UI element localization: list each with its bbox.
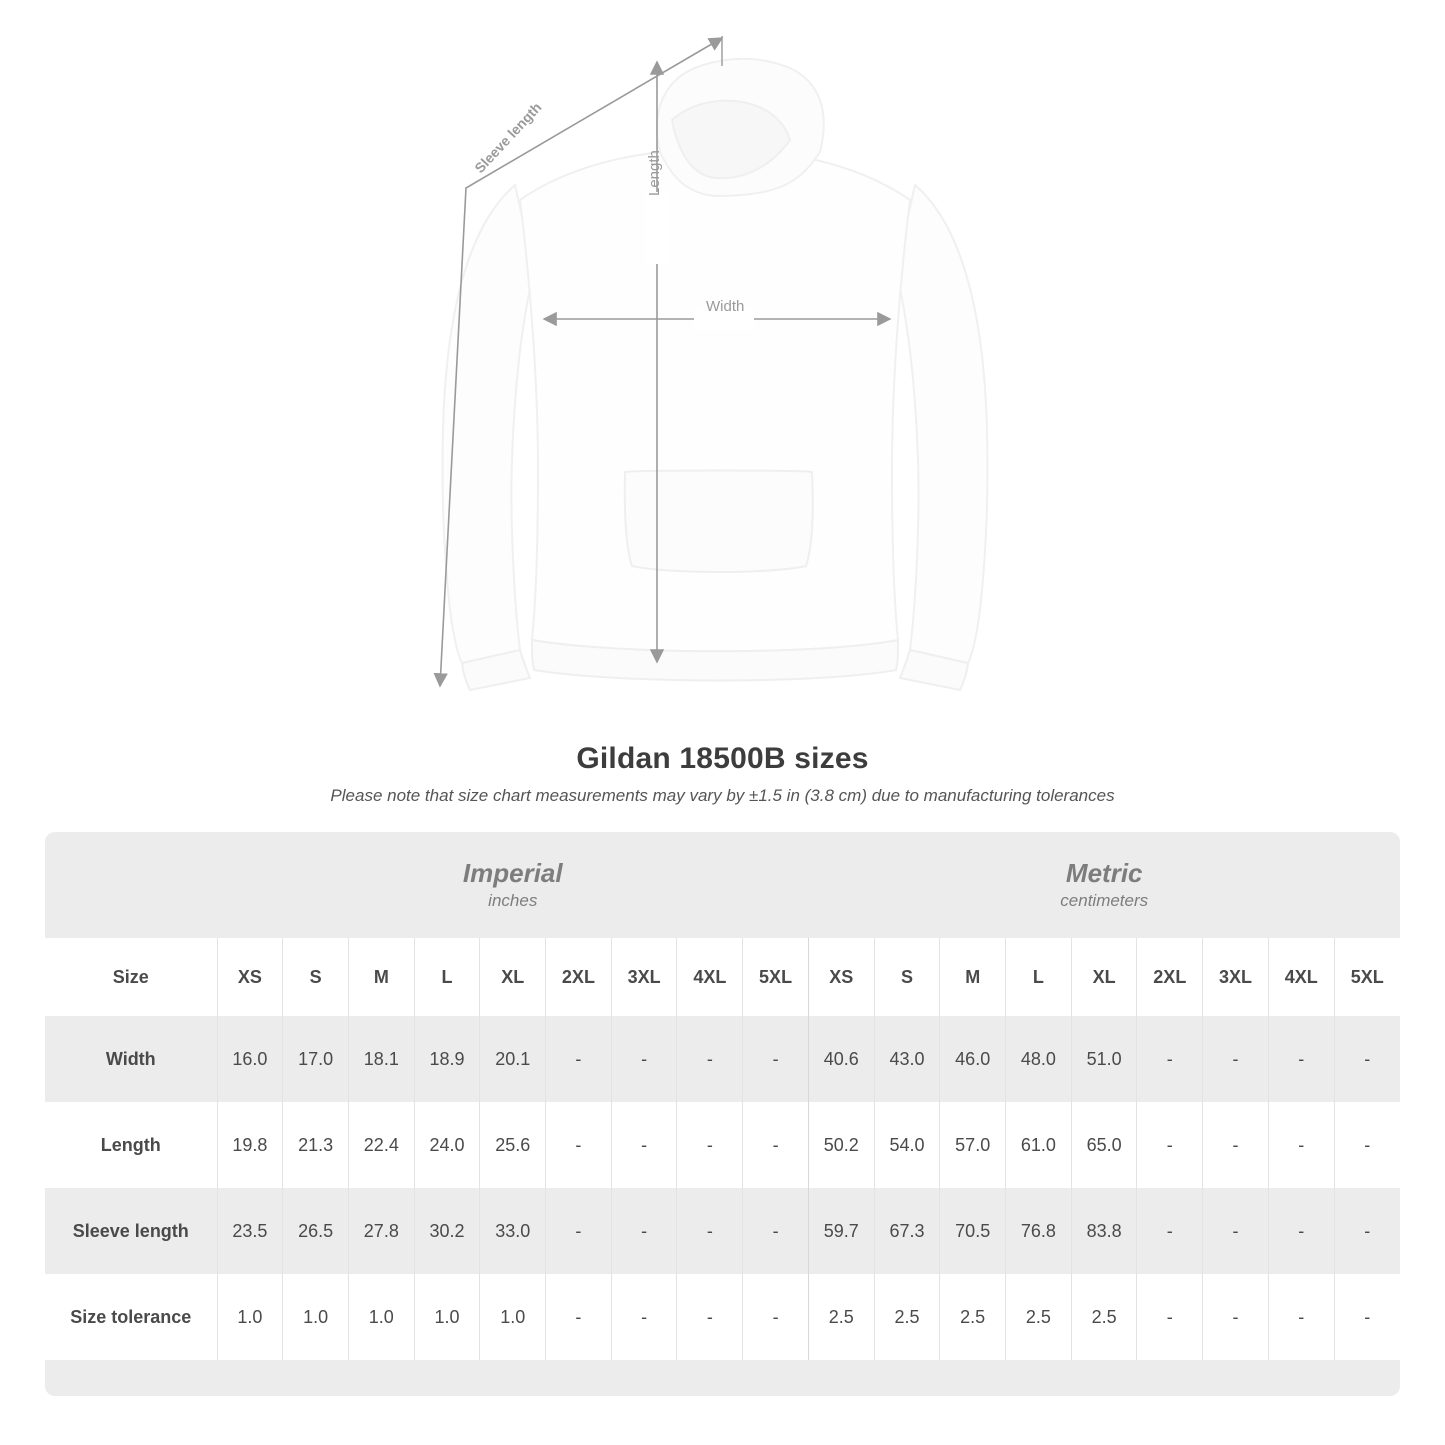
cell-width-imp-4xl: -	[677, 1016, 743, 1102]
title-block	[0, 742, 1445, 806]
cell-tolerance-imp-2xl: -	[546, 1274, 612, 1360]
cell-width-met-xl: 51.0	[1071, 1016, 1137, 1102]
cell-tolerance-imp-xl: 1.0	[480, 1274, 546, 1360]
cell-length-met-xs: 50.2	[808, 1102, 874, 1188]
cell-tolerance-met-xl: 2.5	[1071, 1274, 1137, 1360]
size-header-imp-xl: XL	[480, 938, 546, 1016]
size-header-imp-2xl: 2XL	[546, 938, 612, 1016]
cell-sleeve-imp-l: 30.2	[414, 1188, 480, 1274]
table-footer-row	[45, 1360, 1400, 1396]
cell-sleeve-met-xl: 83.8	[1071, 1188, 1137, 1274]
cell-length-imp-xs: 19.8	[217, 1102, 283, 1188]
cell-sleeve-imp-xs: 23.5	[217, 1188, 283, 1274]
cell-sleeve-imp-3xl: -	[611, 1188, 677, 1274]
cell-sleeve-imp-m: 27.8	[348, 1188, 414, 1274]
cell-tolerance-met-xs: 2.5	[808, 1274, 874, 1360]
size-header-met-2xl: 2XL	[1137, 938, 1203, 1016]
cell-length-imp-3xl: -	[611, 1102, 677, 1188]
size-header-met-m: M	[940, 938, 1006, 1016]
size-table	[45, 832, 1400, 1396]
cell-width-met-2xl: -	[1137, 1016, 1203, 1102]
cell-length-imp-xl: 25.6	[480, 1102, 546, 1188]
cell-width-imp-s: 17.0	[283, 1016, 349, 1102]
hoodie-diagram	[0, 0, 1445, 720]
table-row	[45, 1274, 1400, 1360]
cell-tolerance-imp-l: 1.0	[414, 1274, 480, 1360]
cell-sleeve-met-s: 67.3	[874, 1188, 940, 1274]
cell-width-met-xs: 40.6	[808, 1016, 874, 1102]
cell-tolerance-imp-m: 1.0	[348, 1274, 414, 1360]
cell-length-imp-5xl: -	[743, 1102, 809, 1188]
size-header-imp-m: M	[348, 938, 414, 1016]
garment-illustration	[0, 0, 1445, 720]
cell-tolerance-imp-4xl: -	[677, 1274, 743, 1360]
row-label-length: Length	[100, 1134, 161, 1155]
row-label-size-tolerance: Size tolerance	[70, 1306, 192, 1327]
table-row	[45, 1188, 1400, 1274]
table-row	[45, 1016, 1400, 1102]
cell-width-imp-l: 18.9	[414, 1016, 480, 1102]
row-label-width: Width	[45, 1016, 217, 1102]
size-header-row	[45, 938, 1400, 1016]
size-header-met-5xl: 5XL	[1334, 938, 1400, 1016]
cell-width-met-5xl: -	[1334, 1016, 1400, 1102]
tolerance-note: Please note that size chart measurements may vary by ±1.5 in (3.8 cm) due to manufacturing tolerances	[330, 786, 1115, 805]
size-header-label: Size	[45, 938, 217, 1016]
cell-length-imp-4xl: -	[677, 1102, 743, 1188]
size-header-met-l: L	[1006, 938, 1072, 1016]
cell-width-met-3xl: -	[1203, 1016, 1269, 1102]
cell-sleeve-imp-4xl: -	[677, 1188, 743, 1274]
cell-tolerance-met-3xl: -	[1203, 1274, 1269, 1360]
imperial-label: Imperial	[462, 857, 563, 888]
length-label: Length	[646, 150, 663, 196]
width-label: Width	[706, 298, 745, 315]
cell-tolerance-met-2xl: -	[1137, 1274, 1203, 1360]
cell-length-met-3xl: -	[1203, 1102, 1269, 1188]
imperial-header-cell	[217, 832, 808, 938]
cell-length-imp-s: 21.3	[283, 1102, 349, 1188]
table-footer-cell	[45, 1360, 1400, 1396]
cell-width-met-l: 48.0	[1006, 1016, 1072, 1102]
cell-sleeve-met-2xl: -	[1137, 1188, 1203, 1274]
cell-length-met-5xl: -	[1334, 1102, 1400, 1188]
cell-width-imp-xs: 16.0	[217, 1016, 283, 1102]
cell-length-imp-l: 24.0	[414, 1102, 480, 1188]
cell-sleeve-met-4xl: -	[1268, 1188, 1334, 1274]
size-header-imp-xs: XS	[217, 938, 283, 1016]
cell-sleeve-met-xs: 59.7	[808, 1188, 874, 1274]
table-row	[45, 1102, 1400, 1188]
cell-width-imp-5xl: -	[743, 1016, 809, 1102]
cell-width-imp-3xl: -	[611, 1016, 677, 1102]
cell-width-imp-2xl: -	[546, 1016, 612, 1102]
cell-width-met-m: 46.0	[940, 1016, 1006, 1102]
metric-header-cell	[808, 832, 1400, 938]
cell-length-met-m: 57.0	[940, 1102, 1006, 1188]
page-title: Gildan 18500B sizes	[576, 742, 869, 775]
cell-width-met-4xl: -	[1268, 1016, 1334, 1102]
size-header-met-xs: XS	[808, 938, 874, 1016]
cell-tolerance-met-4xl: -	[1268, 1274, 1334, 1360]
size-header-met-xl: XL	[1071, 938, 1137, 1016]
row-label-sleeve-length: Sleeve length	[45, 1188, 217, 1274]
size-header-imp-4xl: 4XL	[677, 938, 743, 1016]
sleeve-length-label: Sleeve length	[471, 99, 545, 176]
cell-sleeve-met-5xl: -	[1334, 1188, 1400, 1274]
metric-unit: centimeters	[1060, 891, 1149, 911]
cell-tolerance-imp-s: 1.0	[283, 1274, 349, 1360]
cell-width-imp-xl: 20.1	[480, 1016, 546, 1102]
size-header-met-3xl: 3XL	[1203, 938, 1269, 1016]
cell-length-met-s: 54.0	[874, 1102, 940, 1188]
cell-tolerance-met-5xl: -	[1334, 1274, 1400, 1360]
size-header-imp-3xl: 3XL	[611, 938, 677, 1016]
cell-length-met-xl: 65.0	[1071, 1102, 1137, 1188]
cell-length-imp-m: 22.4	[348, 1102, 414, 1188]
cell-sleeve-met-3xl: -	[1203, 1188, 1269, 1274]
size-header-imp-l: L	[414, 938, 480, 1016]
unit-system-row	[45, 832, 1400, 938]
size-header-imp-s: S	[283, 938, 349, 1016]
size-table-container	[45, 832, 1400, 1396]
cell-tolerance-met-l: 2.5	[1006, 1274, 1072, 1360]
cell-tolerance-imp-5xl: -	[743, 1274, 809, 1360]
metric-label: Metric	[1065, 857, 1143, 888]
cell-length-met-l: 61.0	[1006, 1102, 1072, 1188]
cell-tolerance-met-m: 2.5	[940, 1274, 1006, 1360]
size-header-met-s: S	[874, 938, 940, 1016]
cell-width-met-s: 43.0	[874, 1016, 940, 1102]
cell-tolerance-imp-xs: 1.0	[217, 1274, 283, 1360]
cell-sleeve-imp-xl: 33.0	[480, 1188, 546, 1274]
cell-sleeve-imp-2xl: -	[546, 1188, 612, 1274]
cell-length-imp-2xl: -	[546, 1102, 612, 1188]
cell-sleeve-imp-5xl: -	[743, 1188, 809, 1274]
cell-length-met-4xl: -	[1268, 1102, 1334, 1188]
size-header-imp-5xl: 5XL	[743, 938, 809, 1016]
cell-length-met-2xl: -	[1137, 1102, 1203, 1188]
size-header-met-4xl: 4XL	[1268, 938, 1334, 1016]
cell-sleeve-imp-s: 26.5	[283, 1188, 349, 1274]
cell-tolerance-imp-3xl: -	[611, 1274, 677, 1360]
cell-sleeve-met-l: 76.8	[1006, 1188, 1072, 1274]
cell-tolerance-met-s: 2.5	[874, 1274, 940, 1360]
imperial-unit: inches	[488, 891, 538, 911]
unit-spacer-cell	[45, 832, 217, 938]
cell-sleeve-met-m: 70.5	[940, 1188, 1006, 1274]
cell-width-imp-m: 18.1	[348, 1016, 414, 1102]
